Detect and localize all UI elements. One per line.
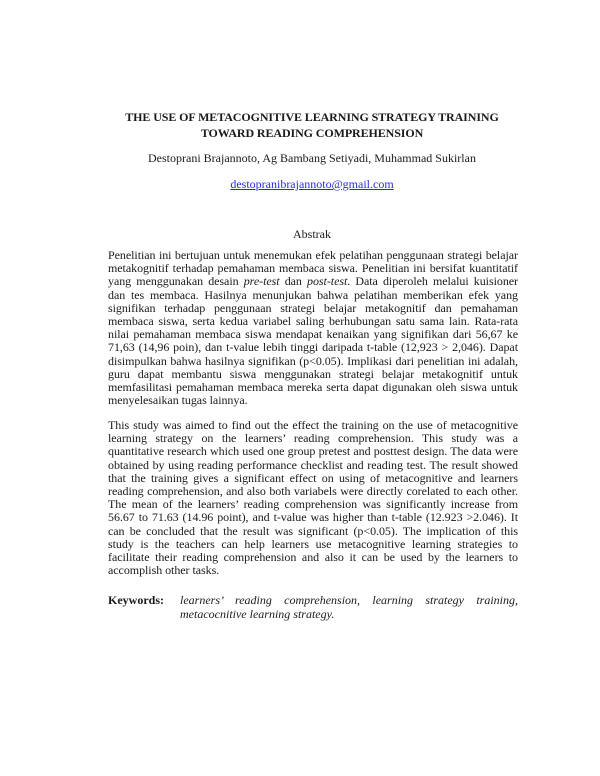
abstract-indonesian bbox=[108, 249, 518, 407]
emphasized-term: post-test bbox=[307, 274, 348, 289]
abstract-heading: Abstrak bbox=[293, 227, 331, 241]
abstract-line: memfasilitasi pemahaman membaca mereka serta dapat digunakan oleh siswa untuk bbox=[108, 380, 518, 395]
email-link[interactable]: destopranibrajannoto@gmail.com bbox=[230, 177, 394, 191]
abstract-line: learning strategy on the learners’ reading comprehension. This study was a bbox=[108, 431, 518, 446]
abstract-line: The mean of the learners’ reading comprehension was significantly increase from bbox=[108, 497, 518, 512]
paper-title bbox=[100, 109, 524, 141]
abstract-line: can be concluded that the result was significant (p<0.05). The implication of this bbox=[108, 523, 518, 538]
abstract-line: dan tes membaca. Hasilnya menunjukan bahwa pelatihan memberikan efek yang bbox=[108, 287, 518, 302]
abstract-line: yang menggunakan desain pre-test dan post-test. Data diperoleh melalui kuisioner bbox=[108, 274, 518, 289]
abstract-line: Penelitian ini bertujuan untuk menemukan efek pelatihan penggunaan strategi belajar bbox=[108, 248, 518, 262]
abstract-line: accomplish other tasks. bbox=[108, 563, 220, 578]
abstract-line: study is the teachers can help learners use metacognitive learning strategies to bbox=[108, 536, 518, 551]
abstract-line: guru dapat membantu siswa menggunakan strategi belajar metakognitif untuk bbox=[108, 366, 518, 381]
abstract-line: signifikan terhadap penggunaan strategi belajar metakognitif dan pemahaman bbox=[108, 300, 518, 315]
abstract-line: menyelesaikan tugas lainnya. bbox=[108, 393, 248, 408]
abstract-line: This study was aimed to find out the effect the training on the use of metacognitive bbox=[108, 418, 518, 432]
title-line: THE USE OF METACOGNITIVE LEARNING STRATEGY TRAINING bbox=[125, 110, 499, 124]
abstract-line: 71,63 (14,96 poin), dan t-value lebih tinggi daripada t-table (12,923 > 2,046). Dapat bbox=[108, 340, 518, 355]
abstract-line: 56.67 to 71.63 (14.96 point), and t-value was higher than t-table (12.923 >2.046). It bbox=[108, 510, 518, 525]
title-line: TOWARD READING COMPREHENSION bbox=[200, 126, 424, 140]
abstract-line: metakognitif terhadap pemahaman membaca siswa. Penelitian ini bersifat kuantitatif bbox=[108, 261, 518, 276]
abstract-line: that the training gives a significant effect on using of metacognitive and learners bbox=[108, 470, 518, 485]
abstract-line: nilai pemahaman membaca siswa mendapat kenaikan yang signifikan dari 56,67 ke bbox=[108, 327, 518, 342]
author-list: Destoprani Brajannoto, Ag Bambang Setiyadi, Muhammad Sukirlan bbox=[148, 151, 476, 165]
keywords-line: metacocnitive learning strategy. bbox=[180, 607, 335, 621]
author-email bbox=[100, 177, 524, 192]
abstract-line: disimpulkan bahwa hasilnya signifikan (p<0.05). Implikasi dari penelitian ini adalah, bbox=[108, 353, 518, 368]
keywords-text bbox=[180, 593, 518, 621]
emphasized-term: pre-test bbox=[243, 274, 280, 289]
keywords-line: learners’ reading comprehension, learning strategy training, bbox=[180, 593, 518, 607]
keywords-label: Keywords: bbox=[108, 593, 164, 607]
abstract-line: reading comprehension, and also both variabels were directly corelated to each other. bbox=[108, 484, 518, 499]
abstract-line: quantitative research which used one group pretest and posttest design. The data were bbox=[108, 444, 518, 459]
abstract-line: membaca siswa, serta kedua variabel saling berhubungan satu sama lain. Rata-rata bbox=[108, 314, 518, 329]
abstract-english bbox=[108, 419, 518, 577]
abstract-line: facilitate their reading comprehension and also it can be used by the learners to bbox=[108, 550, 518, 565]
abstract-line: obtained by using reading performance checklist and reading test. The result showed bbox=[108, 457, 518, 472]
